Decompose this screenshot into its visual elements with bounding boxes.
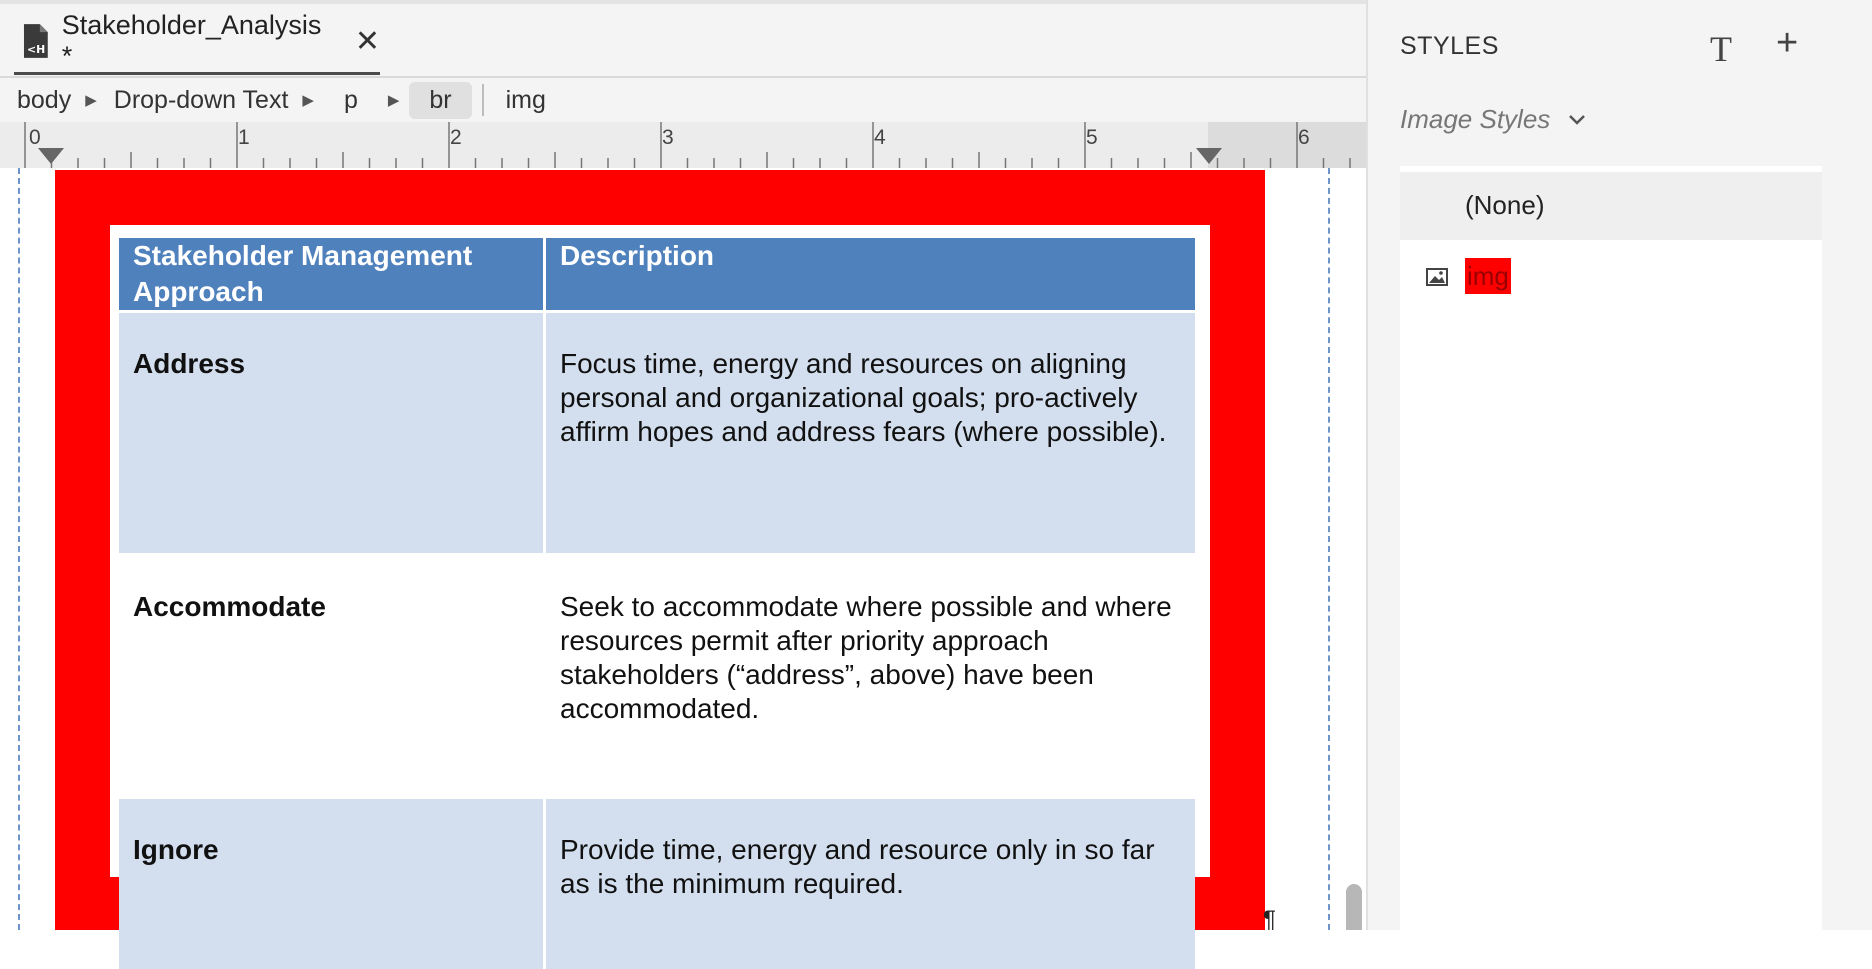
table-row xyxy=(119,798,1195,969)
style-item-label: (None) xyxy=(1465,190,1544,221)
breadcrumb-p[interactable]: p xyxy=(314,86,358,115)
style-item-img[interactable] xyxy=(1400,258,1822,302)
left-indent-marker xyxy=(38,148,64,164)
image-icon xyxy=(1426,268,1448,286)
row-term: Accommodate xyxy=(119,555,545,798)
ruler-label: 1 xyxy=(238,126,250,150)
table-row xyxy=(119,312,1195,555)
styles-title: STYLES xyxy=(1400,32,1499,61)
ruler-ticks xyxy=(0,122,1366,168)
style-item-label: img xyxy=(1465,258,1511,294)
ruler-label: 2 xyxy=(450,126,462,150)
table-header-row xyxy=(119,238,1195,312)
ruler-label: 0 xyxy=(29,126,41,150)
breadcrumb-arrow-icon: ▶ xyxy=(302,91,314,109)
ruler-label: 5 xyxy=(1086,126,1098,150)
style-category-label: Image Styles xyxy=(1400,104,1550,135)
row-description: Focus time, energy and resources on aligning personal and organizational goals; pro-actively affirm hopes and address fears (where possible). xyxy=(545,312,1196,555)
row-term: Ignore xyxy=(119,798,545,969)
breadcrumb-drop-down-text[interactable]: Drop-down Text xyxy=(97,86,289,115)
stakeholder-table xyxy=(119,238,1195,969)
html-file-icon xyxy=(22,24,50,58)
style-list xyxy=(1400,166,1822,930)
ruler-label: 6 xyxy=(1298,126,1310,150)
breadcrumb-arrow-icon: ▶ xyxy=(85,91,97,109)
tab-title: Stakeholder_Analysis * xyxy=(62,10,337,72)
column-header-approach: Stakeholder Management Approach xyxy=(119,238,545,312)
style-category-dropdown[interactable] xyxy=(1400,104,1586,135)
row-description: Seek to accommodate where possible and where resources permit after priority approach stakeholders (“address”, above) have been accommodated. xyxy=(545,555,1196,798)
close-tab-icon[interactable]: ✕ xyxy=(355,24,380,59)
styles-panel xyxy=(1368,0,1872,930)
breadcrumb-arrow-icon: ▶ xyxy=(388,91,400,109)
text-style-icon[interactable]: T xyxy=(1710,28,1732,70)
add-style-icon[interactable]: + xyxy=(1776,22,1798,65)
paragraph-mark: ¶ xyxy=(1263,906,1276,930)
tab-stakeholder-analysis[interactable] xyxy=(14,10,380,75)
tab-bar xyxy=(0,4,1366,78)
breadcrumb xyxy=(0,78,1366,122)
left-margin-guide xyxy=(18,168,20,930)
breadcrumb-body[interactable]: body xyxy=(0,86,71,115)
column-header-description: Description xyxy=(545,238,1196,312)
breadcrumb-br[interactable]: br xyxy=(409,82,471,119)
horizontal-ruler[interactable] xyxy=(0,122,1366,169)
svg-text:<H: <H xyxy=(27,43,45,56)
breadcrumb-img[interactable]: img xyxy=(484,86,546,115)
row-term: Address xyxy=(119,312,545,555)
ruler-label: 4 xyxy=(874,126,886,150)
right-margin-guide xyxy=(1328,168,1330,930)
table-row xyxy=(119,555,1195,798)
chevron-down-icon xyxy=(1568,111,1586,129)
style-item-none[interactable] xyxy=(1400,172,1822,240)
row-description: Provide time, energy and resource only in so far as is the minimum required. xyxy=(545,798,1196,969)
vertical-scrollbar[interactable] xyxy=(1346,884,1362,930)
ruler-label: 3 xyxy=(662,126,674,150)
